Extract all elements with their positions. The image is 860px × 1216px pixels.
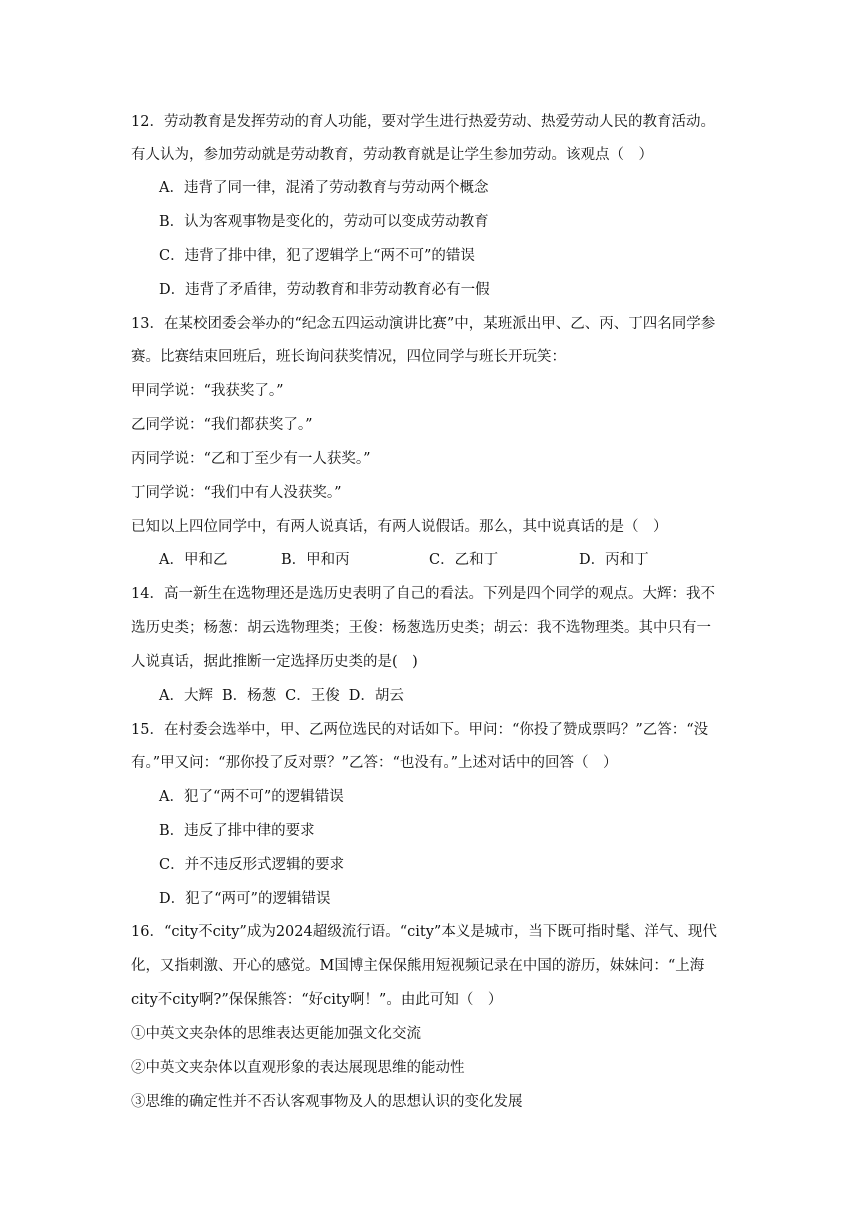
q16-statement-2: ②中英文夹杂体以直观形象的表达展现思维的能动性 [131, 1060, 465, 1076]
q13-option-d: D．丙和丁 [579, 552, 649, 568]
q14-stem-line-2: 选历史类；杨葱：胡云选物理类；王俊：杨葱选历史类；胡云：我不选物理类。其中只有一 [131, 620, 711, 636]
q13-option-b: B．甲和丙 [281, 552, 350, 568]
q13-statement-yi: 乙同学说：“我们都获奖了。” [131, 417, 313, 433]
q13-option-a: A．甲和乙 [159, 552, 228, 568]
q14-option-b: B．杨葱 [221, 688, 277, 704]
q16-stem-line-2: 化，又指刺激、开心的感觉。M国博主保保熊用短视频记录在中国的游历，妹妹问：“上海 [131, 958, 705, 974]
q12-stem-line-1: 12．劳动教育是发挥劳动的育人功能，要对学生进行热爱劳动、热爱劳动人民的教育活动。 [131, 114, 715, 130]
q15-option-a: A．犯了“两不可”的逻辑错误 [159, 789, 344, 805]
q16-statement-1: ①中英文夹杂体的思维表达更能加强文化交流 [131, 1026, 421, 1042]
q15-stem-line-2: 有。”甲又问：“那你投了反对票？”乙答：“也没有。”上述对话中的回答（ ） [131, 755, 618, 771]
q13-option-c: C．乙和丁 [429, 552, 499, 568]
q15-stem-line-1: 15．在村委会选举中，甲、乙两位选民的对话如下。甲问：“你投了赞成票吗？”乙答：“没 [131, 722, 709, 738]
q16-statement-3: ③思维的确定性并不否认客观事物及人的思想认识的变化发展 [131, 1094, 523, 1110]
q13-stem-line-1: 13．在某校团委会举办的“纪念五四运动演讲比赛”中，某班派出甲、乙、丙、丁四名同学参 [131, 316, 716, 332]
q13-stem-question: 已知以上四位同学中，有两人说真话，有两人说假话。那么，其中说真话的是（ ） [131, 519, 668, 535]
q12-option-c: C．违背了排中律，犯了逻辑学上“两不可”的错误 [159, 248, 475, 264]
q13-statement-jia: 甲同学说：“我获奖了。” [131, 383, 284, 399]
q14-stem-line-1: 14．高一新生在选物理还是选历史表明了自己的看法。下列是四个同学的观点。大辉：我不 [131, 586, 715, 602]
q15-option-c: C．并不违反形式逻辑的要求 [159, 857, 345, 873]
q13-statement-bing: 丙同学说：“乙和丁至少有一人获奖。” [131, 451, 371, 467]
q14-option-a: A．大辉 [159, 688, 213, 704]
q12-option-a: A．违背了同一律，混淆了劳动教育与劳动两个概念 [159, 180, 489, 196]
q13-stem-line-2: 赛。比赛结束回班后，班长询问获奖情况，四位同学与班长开玩笑： [131, 349, 566, 365]
q15-option-d: D．犯了“两可”的逻辑错误 [159, 891, 331, 907]
q13-statement-ding: 丁同学说：“我们中有人没获奖。” [131, 485, 342, 501]
q16-stem-line-1: 16．“city不city”成为2024超级流行语。“city”本义是城市，当下既可指时髦、洋气、现代 [131, 924, 717, 940]
q16-stem-line-3: city不city啊?”保保熊答：“好city啊！”。由此可知（ ） [131, 992, 503, 1008]
q12-stem-line-2: 有人认为，参加劳动就是劳动教育，劳动教育就是让学生参加劳动。该观点（ ） [131, 147, 653, 163]
q12-option-b: B．认为客观事物是变化的，劳动可以变成劳动教育 [159, 214, 489, 230]
q14-option-c: C．王俊 [285, 688, 340, 704]
q15-option-b: B．违反了排中律的要求 [159, 823, 315, 839]
q14-stem-line-3: 人说真话，据此推断一定选择历史类的是( ) [131, 654, 418, 670]
q14-options-row [159, 685, 759, 707]
q13-options-row [159, 549, 759, 571]
q14-option-d: D．胡云 [348, 688, 404, 704]
q12-option-d: D．违背了矛盾律，劳动教育和非劳动教育必有一假 [159, 282, 490, 298]
